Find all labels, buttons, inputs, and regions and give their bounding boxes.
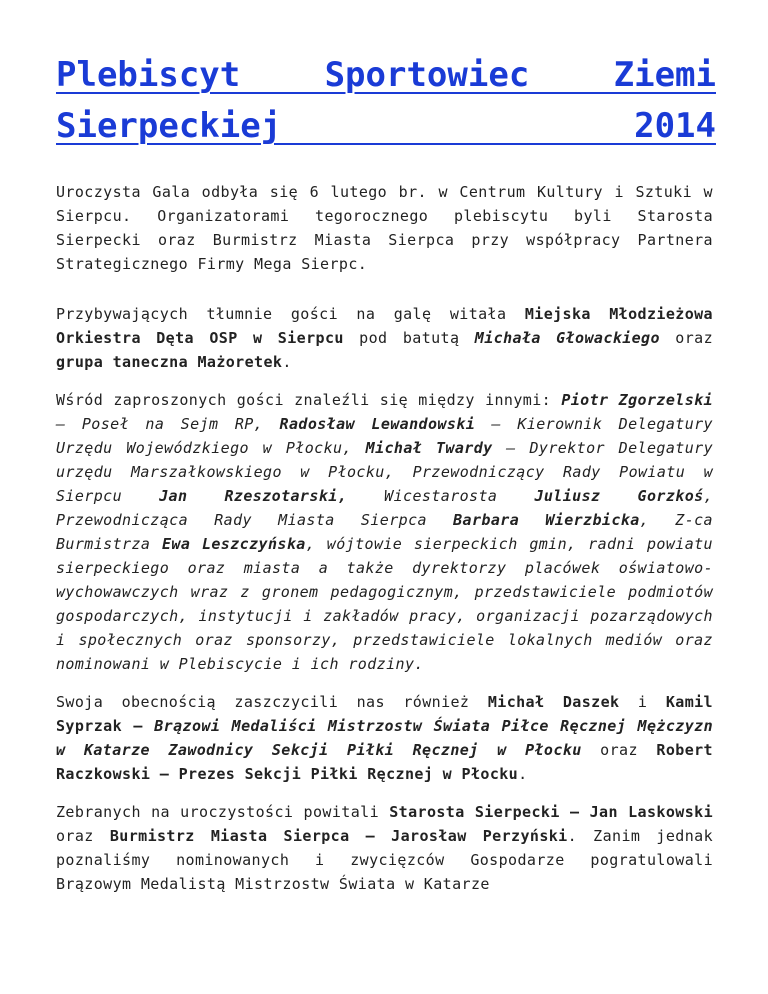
guest-name-italic: Juliusz Gorzkoś (534, 487, 704, 505)
guest-name-italic: Jan Rzeszotarski, (159, 487, 348, 505)
guest-role: , Przewodnicząca Rady Miasta Sierpca (56, 487, 713, 529)
paragraph-guests (56, 388, 713, 676)
guest-name (561, 391, 713, 409)
guest-name-italic: Radosław Lewandowski (279, 415, 476, 433)
text-span: oraz (581, 741, 657, 759)
text-span: . (518, 765, 528, 783)
guest-name-italic: Ewa Leszczyńska (161, 535, 306, 553)
dance-group-name: grupa taneczna Mażoretek (56, 353, 283, 371)
text-span: pod batutą (343, 329, 475, 347)
guest-name (162, 535, 306, 553)
text-span: Swoja obecnością zaszczycili nas również (56, 693, 488, 711)
orchestra-name: Miejska Młodzieżowa Orkiestra Dęta OSP w Sierpcu (56, 305, 713, 347)
guest-name-italic: Michał Twardy (365, 439, 493, 457)
guest-name (366, 439, 493, 457)
guest-role: – Dyrektor Delegatury urzędu Marszałkowskiego w Płocku, Przewodniczący Rady Powiatu w Sierpcu (56, 439, 713, 505)
paragraph-gala-intro (56, 180, 713, 276)
guest-name (280, 415, 476, 433)
article-body (56, 180, 713, 910)
guest-name (453, 511, 640, 529)
guest-name (159, 487, 347, 505)
text-span: Zebranych na uroczystości powitali (56, 803, 390, 821)
guest-name-italic: Piotr Zgorzelski (561, 391, 713, 409)
article-title-link[interactable]: Plebiscyt Sportowiec Ziemi Sierpeckiej 2014 (56, 55, 716, 146)
text-span: . (282, 353, 292, 371)
article-title (56, 50, 716, 152)
guest-name-italic: Barbara Wierzbicka (453, 511, 640, 529)
guest-role: – Poseł na Sejm RP, (56, 415, 280, 433)
text-span: Przybywających tłumnie gości na galę witała (56, 305, 525, 323)
text-span: . Zanim jednak poznaliśmy nominowanych i zwycięzców Gospodarze pogratulowali Brązowym Medalistą Mistrzostw Świata w Katarze (56, 827, 714, 893)
paragraph-welcome (56, 800, 713, 896)
player-name: Michał Daszek (487, 693, 620, 711)
conductor-name (475, 329, 660, 347)
text-span: oraz (56, 827, 110, 845)
player-name: Kamil Syprzak (56, 693, 713, 735)
text-span: Uroczysta Gala odbyła się 6 lutego br. w Centrum Kultury i Sztuki w Sierpcu. Organizatorami tegorocznego plebiscytu byli Starosta Sierpecki oraz Burmistrz Miasta Sierpca przy współpracy Partnera Strategicznego Firmy Mega Sierpc. (56, 183, 713, 273)
paragraph-orchestra (56, 302, 713, 374)
guest-name (534, 487, 703, 505)
guest-role: Wicestarosta (347, 487, 535, 505)
text-span: Wśród zaproszonych gości znaleźli się między innymi: (56, 391, 562, 409)
guest-list-rest: , wójtowie sierpeckich gmin, radni powiatu sierpeckiego oraz miasta a także dyrektorzy placówek oświatowo-wychowawczych wraz z gronem pedagogicznym, przedstawiciele podmiotów gospodarczych, instytucji i zakładów pracy, organizacji pozarządowych i społecznych oraz sponsorzy, przedstawiciele lokalnych mediów oraz nominowani w Plebiscycie i ich rodziny. (56, 535, 713, 673)
conductor-name-italic: Michała Głowackiego (474, 329, 660, 347)
text-span: i (619, 693, 666, 711)
text-span: oraz (659, 329, 714, 347)
guest-role: , Z-ca Burmistrza (56, 511, 713, 553)
medalists-description-italic: Brązowi Medaliści Mistrzostw Świata Piłce Ręcznej Mężczyzn w Katarze Zawodnicy Sekcji Piłki Ręcznej w Płocku (56, 717, 713, 759)
dash: – (122, 717, 155, 735)
host-name: Burmistrz Miasta Sierpca – Jarosław Perzyński (109, 827, 568, 845)
paragraph-medalists (56, 690, 713, 786)
club-president: Robert Raczkowski – Prezes Sekcji Piłki Ręcznej w Płocku (56, 741, 713, 783)
host-name: Starosta Sierpecki – Jan Laskowski (389, 803, 713, 821)
guest-role: – Kierownik Delegatury Urzędu Wojewódzkiego w Płocku, (56, 415, 713, 457)
